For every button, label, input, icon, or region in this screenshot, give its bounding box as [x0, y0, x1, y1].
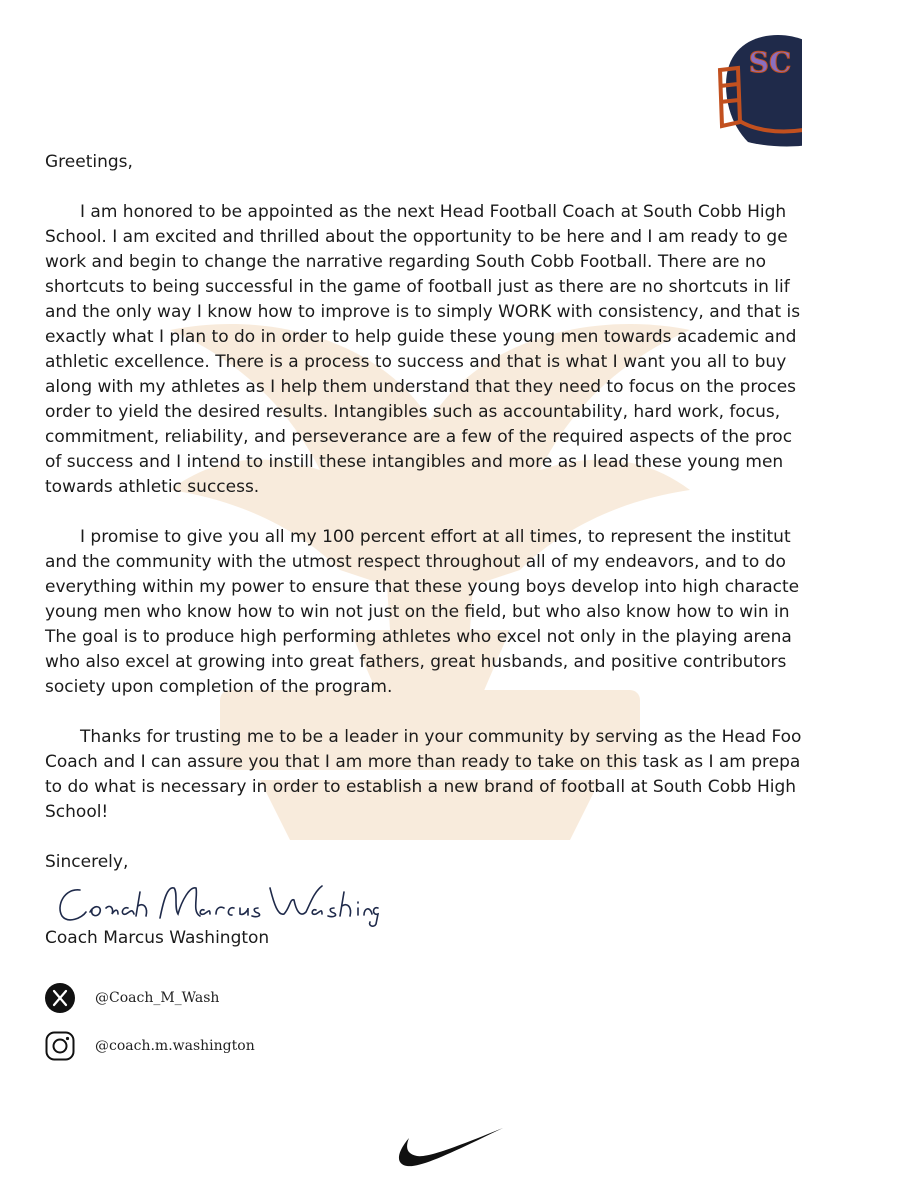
- paragraph-line: of success and I intend to instill these intangibles and more as I lead these young men: [45, 452, 784, 472]
- closing: Sincerely,: [45, 852, 129, 872]
- paragraph-line: School. I am excited and thrilled about the opportunity to be here and I am ready to ge: [45, 227, 788, 247]
- paragraph-line: I promise to give you all my 100 percent effort at all times, to represent the institut: [80, 527, 791, 547]
- paragraph-line: society upon completion of the program.: [45, 677, 393, 697]
- paragraph-line: along with my athletes as I help them understand that they need to focus on the proces: [45, 377, 797, 397]
- svg-text:SC: SC: [748, 46, 792, 79]
- paragraph-line: young men who know how to win not just on the field, but who also know how to win in: [45, 602, 790, 622]
- paragraph-line: shortcuts to being successful in the game of football just as there are no shortcuts in lif: [45, 277, 790, 297]
- instagram-icon: [45, 1031, 75, 1061]
- paragraph-line: The goal is to produce high performing athletes who excel not only in the playing arena: [45, 627, 792, 647]
- x-icon: [45, 983, 75, 1013]
- paragraph-3: [45, 725, 802, 825]
- paragraph-line: towards athletic success.: [45, 477, 260, 497]
- paragraph-line: Coach and I can assure you that I am more than ready to take on this task as I am prepa: [45, 752, 801, 772]
- greeting: Greetings,: [45, 152, 133, 172]
- paragraph-line: School!: [45, 802, 109, 822]
- paragraph-line: to do what is necessary in order to establish a new brand of football at South Cobb High: [45, 777, 797, 797]
- nike-swoosh-logo: [393, 1124, 505, 1168]
- paragraph-line: order to yield the desired results. Intangibles such as accountability, hard work, focus,: [45, 402, 781, 422]
- instagram-handle[interactable]: @coach.m.washington: [95, 1038, 255, 1054]
- letter-body: [45, 150, 802, 850]
- paragraph-2: [45, 525, 802, 700]
- paragraph-line: and the community with the utmost respect throughout all of my endeavors, and to do: [45, 552, 786, 572]
- helmet-logo: [708, 30, 802, 150]
- paragraph-line: and the only way I know how to improve is to simply WORK with consistency, and that is: [45, 302, 801, 322]
- signature: [52, 878, 382, 928]
- x-handle[interactable]: @Coach_M_Wash: [95, 990, 220, 1006]
- social-x[interactable]: [45, 983, 219, 1013]
- paragraph-line: exactly what I plan to do in order to help guide these young men towards academic and: [45, 327, 797, 347]
- social-instagram[interactable]: [45, 1031, 255, 1061]
- paragraph-line: who also excel at growing into great fathers, great husbands, and positive contributors: [45, 652, 787, 672]
- paragraph-line: work and begin to change the narrative regarding South Cobb Football. There are no: [45, 252, 767, 272]
- paragraph-1: [45, 200, 802, 500]
- paragraph-line: commitment, reliability, and perseverance are a few of the required aspects of the proc: [45, 427, 793, 447]
- paragraph-line: I am honored to be appointed as the next Head Football Coach at South Cobb High: [80, 202, 787, 222]
- paragraph-line: Thanks for trusting me to be a leader in your community by serving as the Head Foo: [80, 727, 802, 747]
- paragraph-line: athletic excellence. There is a process to success and that is what I want you all to buy: [45, 352, 787, 372]
- paragraph-line: everything within my power to ensure that these young boys develop into high characte: [45, 577, 800, 597]
- signer-name: Coach Marcus Washington: [45, 928, 270, 948]
